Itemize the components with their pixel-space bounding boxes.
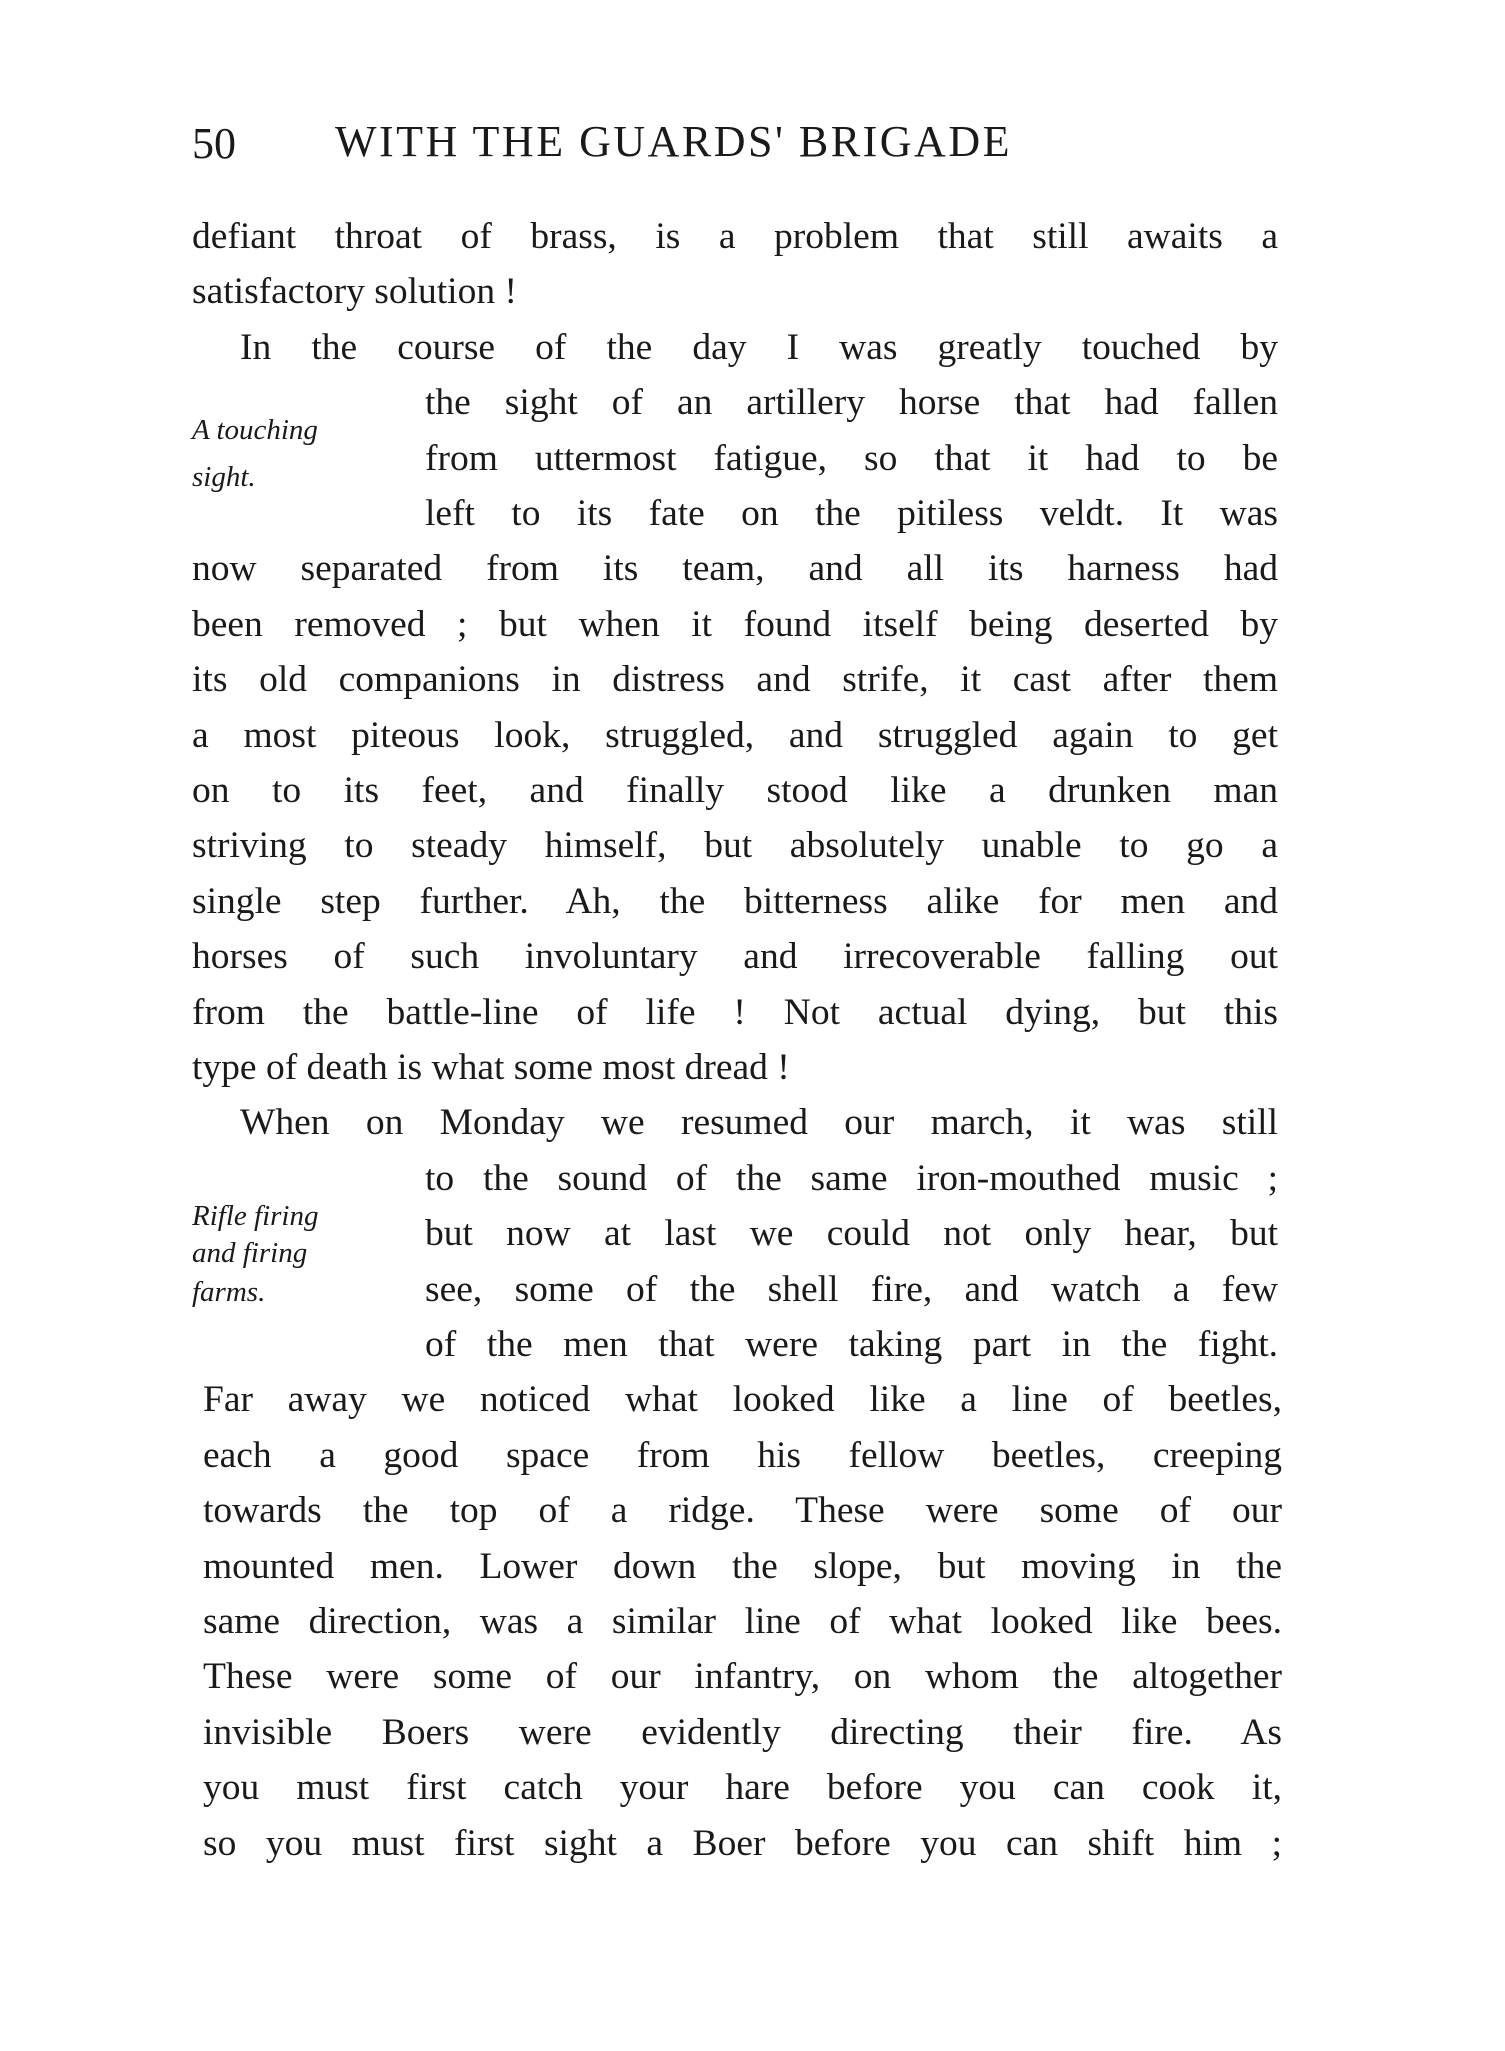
text-line: In the course of the day I was greatly touched by [240,326,1278,368]
running-title: WITH THE GUARDS' BRIGADE [335,117,1012,166]
text-line: you must first catch your hare before you can cook it, [203,1767,1282,1809]
text-line: These were some of our infantry, on whom the altogether [203,1656,1282,1698]
text-line: invisible Boers were evidently directing their fire. As [203,1711,1282,1753]
margin-note-line: farms. [192,1276,266,1308]
margin-note-line: and firing [192,1237,308,1269]
text-line: left to its fate on the pitiless veldt. It was [425,493,1278,534]
text-line: on to its feet, and finally stood like a drunken man [192,770,1278,811]
text-line: horses of such involuntary and irrecoverable falling out [192,936,1278,978]
text-line: type of death is what some most dread ! [192,1047,790,1088]
text-line: now separated from its team, and all its harness had [192,548,1278,590]
text-line: its old companions in distress and strife, it cast after them [192,659,1278,701]
text-line: satisfactory solution ! [192,271,517,313]
text-line: been removed ; but when it found itself being deserted by [192,603,1278,645]
text-line: a most piteous look, struggled, and struggled again to get [192,714,1278,756]
margin-note-line: sight. [192,461,256,493]
margin-note-line: Rifle firing [192,1200,319,1232]
text-line: but now at last we could not only hear, but [425,1213,1278,1255]
text-line: single step further. Ah, the bitterness alike for men and [192,880,1278,922]
text-line: so you must first sight a Boer before you can shift him ; [203,1822,1282,1864]
page-number: 50 [192,119,236,168]
text-line: striving to steady himself, but absolutely unable to go a [192,825,1278,867]
text-line: mounted men. Lower down the slope, but moving in the [203,1545,1282,1587]
text-line: from uttermost fatigue, so that it had to be [425,437,1278,479]
margin-note-line: A touching [192,414,318,446]
text-line: Far away we noticed what looked like a line of beetles, [203,1379,1282,1421]
text-line: same direction, was a similar line of what looked like bees. [203,1601,1282,1642]
text-line: When on Monday we resumed our march, it was still [240,1102,1278,1144]
text-line: see, some of the shell fire, and watch a few [425,1268,1278,1310]
text-line: of the men that were taking part in the fight. [425,1324,1278,1365]
text-line: to the sound of the same iron-mouthed music ; [425,1157,1278,1199]
text-line: defiant throat of brass, is a problem that still awaits a [192,216,1278,257]
text-line: the sight of an artillery horse that had fallen [425,382,1278,424]
text-line: each a good space from his fellow beetles, creeping [203,1434,1282,1476]
text-line: from the battle-line of life ! Not actual dying, but this [192,991,1278,1033]
text-line: towards the top of a ridge. These were some of our [203,1490,1282,1532]
